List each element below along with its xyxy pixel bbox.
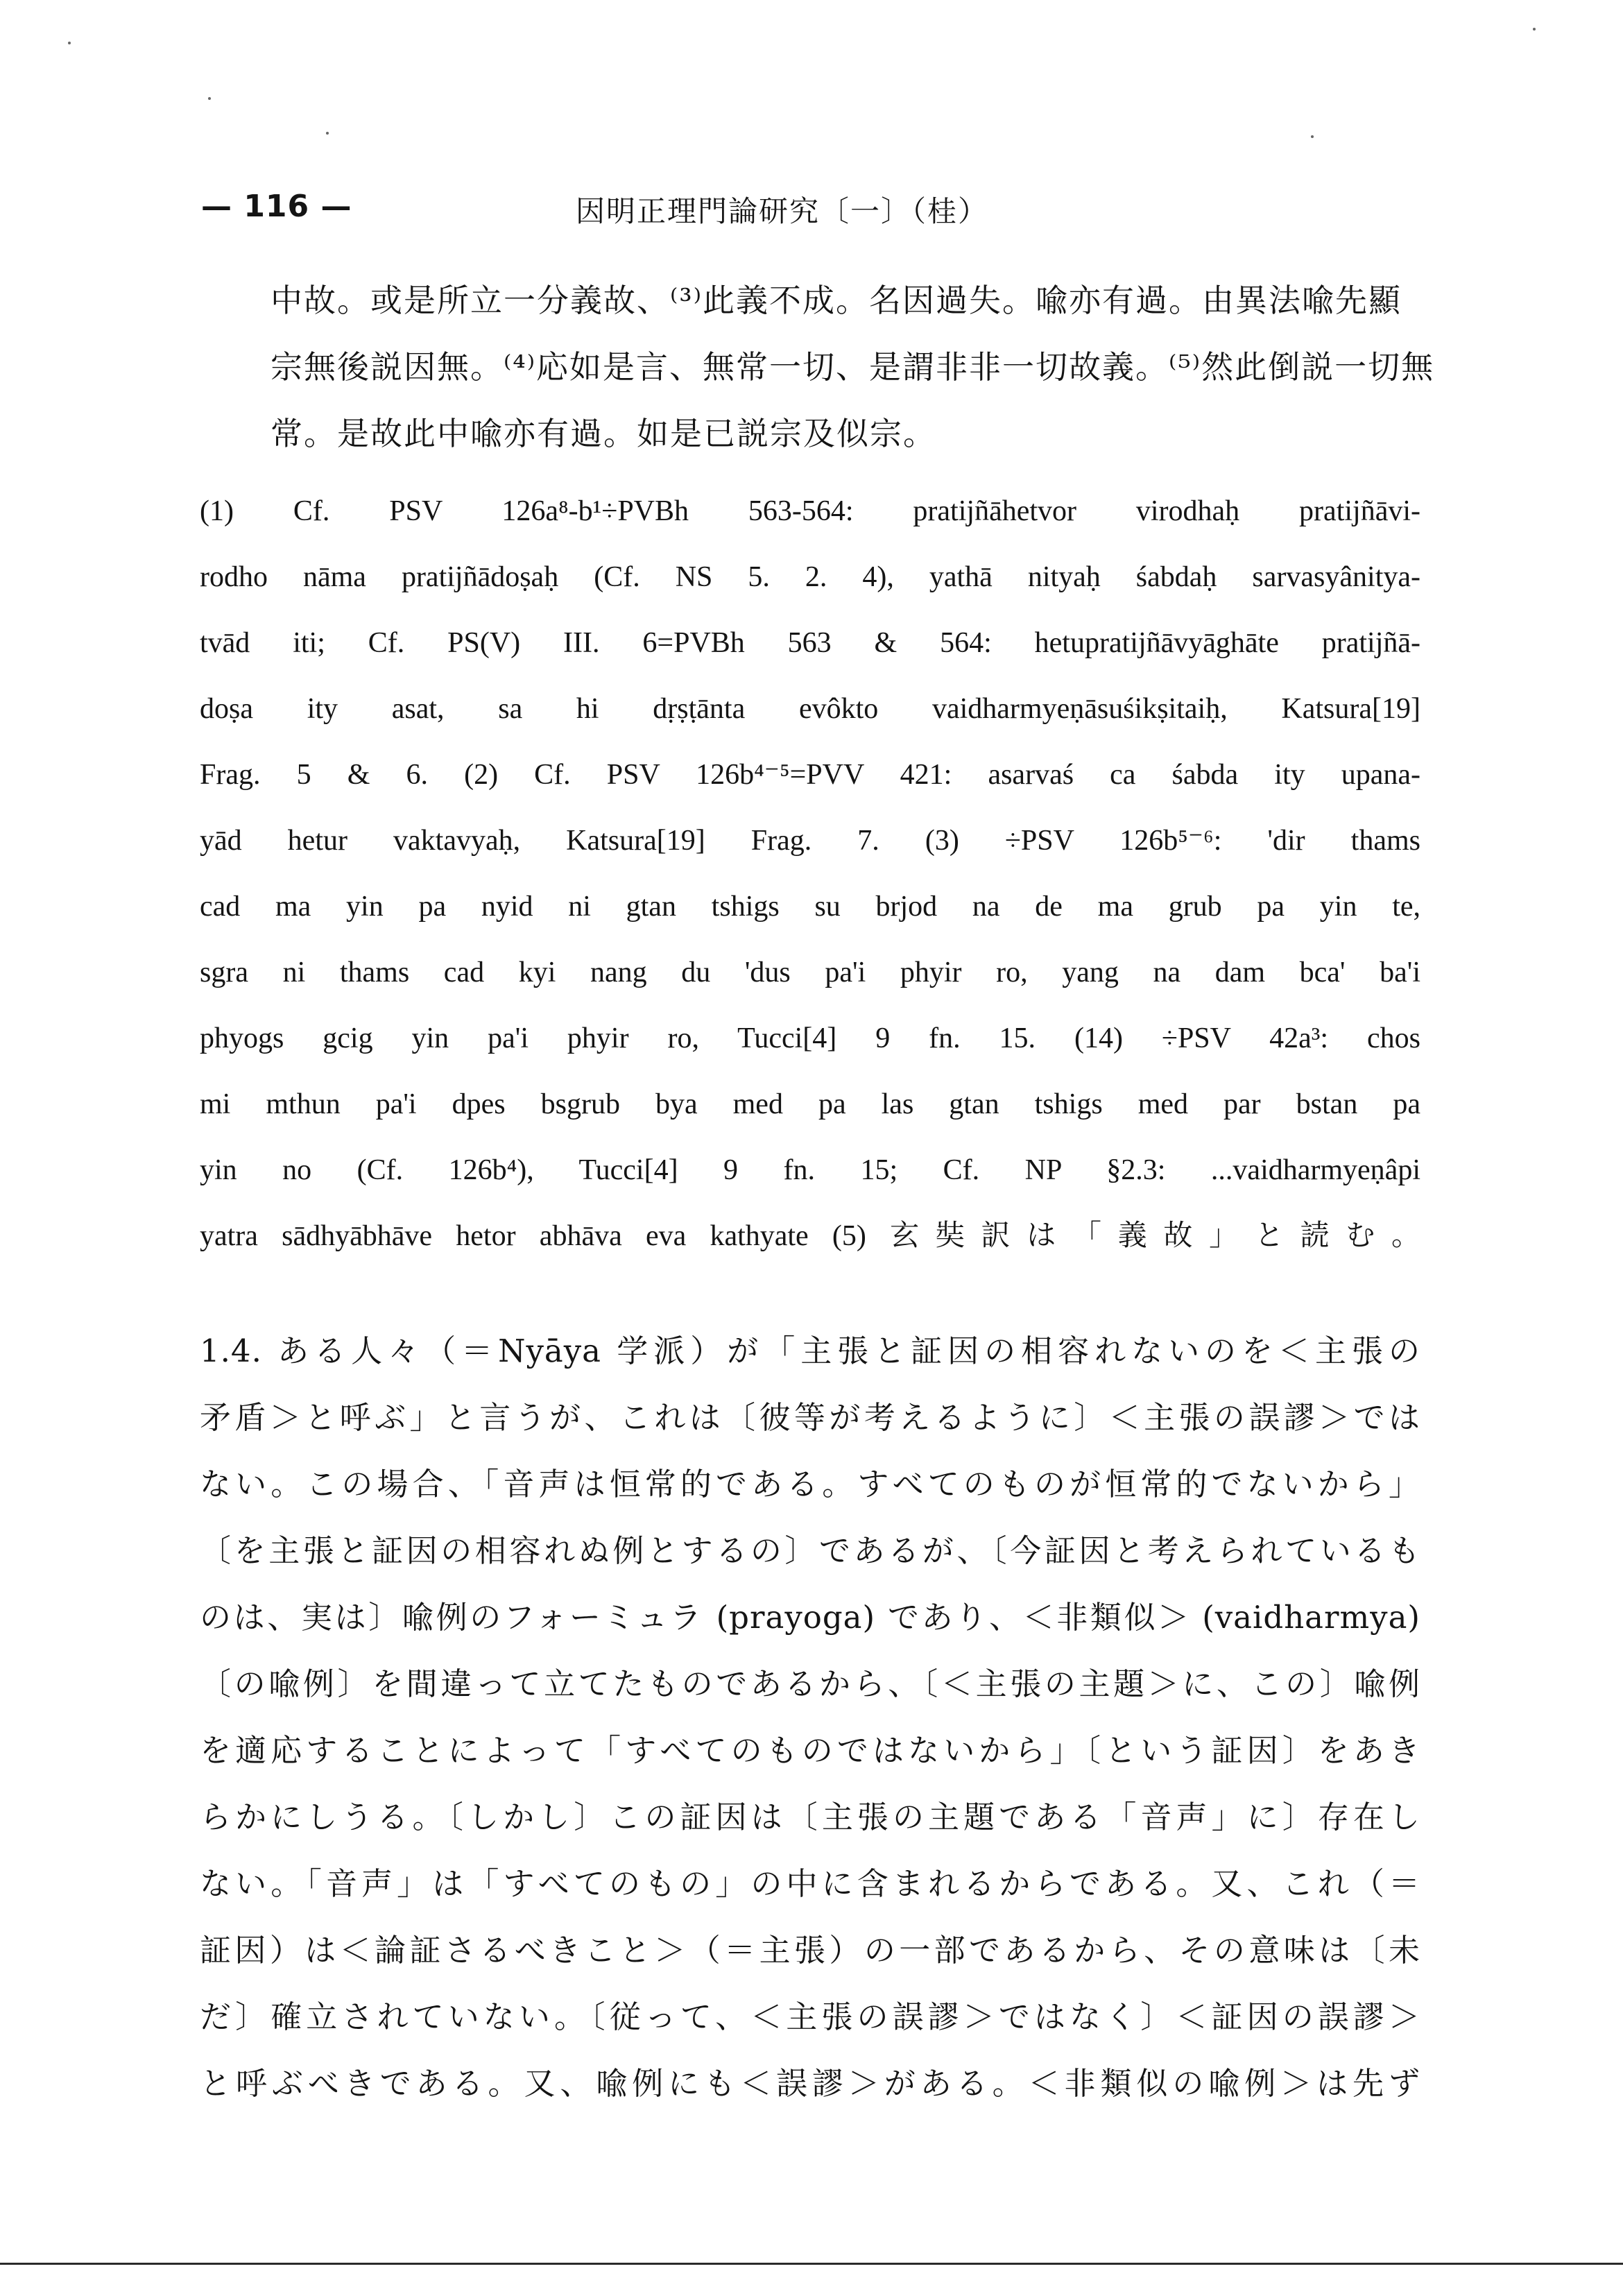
- kanbun-line: 中故。或是所立一分義故、⁽³⁾此義不成。名因過失。喩亦有過。由異法喩先顯: [270, 282, 1402, 319]
- translation-line: 〔を主張と証因の相容れぬ例とするの〕であるが、〔今証因と考えられているも: [200, 1532, 1420, 1569]
- kanbun-passage: [270, 267, 1435, 467]
- bottom-rule: [0, 2263, 1623, 2265]
- footnote-line: cad ma yin pa nyid ni gtan tshigs su brjod na de ma grub pa yin te,: [200, 891, 1420, 923]
- page-header: [201, 189, 1408, 237]
- footnote-line: phyogs gcig yin pa'i phyir ro, Tucci[4] 9 fn. 15. (14) ÷PSV 42a³: chos: [200, 1022, 1420, 1054]
- footnote-line: rodho nāma pratijñādoṣaḥ (Cf. NS 5. 2. 4), yathā nityaḥ śabdaḥ sarvasyânitya-: [200, 561, 1420, 593]
- translation-section: [200, 1318, 1420, 2117]
- translation-line: 証因）は＜論証さるべきこと＞（＝主張）の一部であるから、その意味は〔未: [200, 1932, 1420, 1969]
- scan-speck: [1533, 28, 1536, 31]
- footnote-line: doṣa ity asat, sa hi dṛṣṭānta evôkto vaidharmyeṇāsuśikṣitaiḥ, Katsura[19]: [200, 693, 1420, 725]
- translation-line: ない。「音声」は「すべてのもの」の中に含まれるからである。又、これ（＝: [200, 1865, 1420, 1902]
- footnote-line: yatra sādhyābhāve hetor abhāva eva kathyate (5) 玄奘訳は「義故」と読む。: [200, 1220, 1420, 1252]
- running-title: 因明正理門論研究〔一〕（桂）: [576, 194, 989, 228]
- footnote-line: (1) Cf. PSV 126a⁸-b¹÷PVBh 563-564: pratijñāhetvor virodhaḥ pratijñāvi-: [200, 495, 1420, 527]
- kanbun-line: 常。是故此中喩亦有過。如是已説宗及似宗。: [270, 415, 936, 452]
- translation-line: ない。この場合、「音声は恒常的である。すべてのものが恒常的でないから」: [200, 1466, 1420, 1502]
- footnote-line: yin no (Cf. 126b⁴), Tucci[4] 9 fn. 15; Cf. NP §2.3: ...vaidharmyeṇâpi: [200, 1154, 1420, 1186]
- translation-line: らかにしうる。〔しかし〕この証因は〔主張の主題である「音声」に〕存在し: [200, 1799, 1420, 1835]
- scan-speck: [68, 42, 71, 44]
- footnote-line: sgra ni thams cad kyi nang du 'dus pa'i phyir ro, yang na dam bca' ba'i: [200, 957, 1420, 988]
- scan-speck: [1311, 135, 1314, 138]
- translation-line: を適応することによって「すべてのものではないから」〔という証因〕をあき: [200, 1732, 1420, 1769]
- translation-line: と呼ぶべきである。又、喩例にも＜誤謬＞がある。＜非類似の喩例＞は先ず: [200, 2065, 1420, 2102]
- footnote-line: tvād iti; Cf. PS(V) III. 6=PVBh 563 & 564: hetupratijñāvyāghāte pratijñā-: [200, 627, 1420, 659]
- footnote-line: yād hetur vaktavyaḥ, Katsura[19] Frag. 7. (3) ÷PSV 126b⁵⁻⁶: 'dir thams: [200, 825, 1420, 857]
- translation-line: のは、実は〕喩例のフォーミュラ (prayoga) であり、＜非類似＞ (vaidharmya): [200, 1599, 1420, 1636]
- footnote-line: Frag. 5 & 6. (2) Cf. PSV 126b⁴⁻⁵=PVV 421: asarvaś ca śabda ity upana-: [200, 759, 1420, 791]
- kanbun-line: 宗無後説因無。⁽⁴⁾応如是言、無常一切、是謂非非一切故義。⁽⁵⁾然此倒説一切無: [270, 348, 1435, 386]
- scan-speck: [326, 132, 329, 135]
- footnotes: [200, 479, 1420, 1269]
- translation-line: 1.4. ある人々（＝Nyāya 学派）が「主張と証因の相容れないのを＜主張の: [200, 1333, 1420, 1369]
- footnote-line: mi mthun pa'i dpes bsgrub bya med pa las gtan tshigs med par bstan pa: [200, 1088, 1420, 1120]
- page-number: — 116 —: [201, 189, 352, 224]
- translation-line: だ〕確立されていない。〔従って、＜主張の誤謬＞ではなく〕＜証因の誤謬＞: [200, 1998, 1420, 2035]
- translation-line: 〔の喩例〕を間違って立てたものであるから、〔＜主張の主題＞に、この〕喩例: [200, 1665, 1420, 1702]
- scan-speck: [208, 97, 211, 100]
- translation-line: 矛盾＞と呼ぶ」と言うが、これは〔彼等が考えるように〕＜主張の誤謬＞では: [200, 1399, 1420, 1436]
